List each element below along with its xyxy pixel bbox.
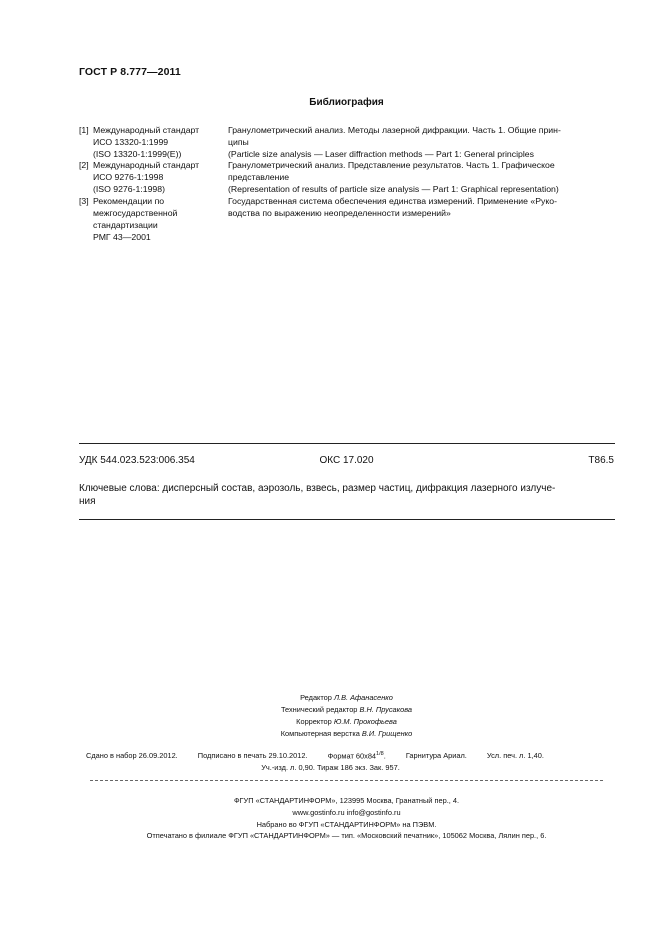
source-line: ИСО 9276-1:1998: [93, 171, 164, 182]
print-sheets: Усл. печ. л. 1,40.: [486, 751, 544, 761]
credit-role: Редактор: [300, 693, 332, 702]
credit-name: Ю.М. Прокофьева: [333, 717, 397, 726]
print-run-info: Уч.-изд. л. 0,90. Тираж 186 экз. Зак. 957.: [261, 763, 400, 772]
credit-role: Компьютерная верстка: [280, 729, 360, 738]
credit-editor: [0, 692, 661, 704]
format-text: Формат 60x84: [327, 751, 377, 761]
credit-role: Технический редактор: [280, 705, 358, 714]
source-line: ИСО 13320-1:1999: [93, 136, 169, 147]
print-submitted: Сдано в набор 26.09.2012.: [86, 751, 178, 761]
entry-description: [228, 125, 615, 161]
source-line: (ISO 9276-1:1998): [93, 183, 165, 194]
description-line: представление: [228, 171, 290, 182]
keywords-line: Ключевые слова: дисперсный состав, аэрозоль, взвесь, размер частиц, дифракция лазерного излуче-: [79, 483, 556, 494]
entry-source: [93, 125, 233, 161]
format-fraction: 1/8: [376, 751, 384, 757]
bibliography-entry-3: [79, 196, 615, 244]
publisher-address: ФГУП «СТАНДАРТИНФОРМ», 123995 Москва, Гранатный пер., 4.: [233, 796, 460, 805]
bibliography-entry-2: [79, 160, 615, 196]
source-line: Рекомендации по: [93, 196, 165, 206]
credit-name: В.И. Грищенко: [361, 729, 413, 738]
print-font: Гарнитура Ариал.: [405, 751, 467, 761]
description-line: ципы: [228, 136, 249, 147]
top-divider: [79, 443, 615, 444]
credit-tech-editor: [0, 704, 661, 716]
oks-code: ОКС 17.020: [319, 455, 374, 466]
entry-description: [228, 160, 615, 196]
publisher-web: www.gostinfo.ru info@gostinfo.ru: [292, 808, 401, 817]
source-line: Международный стандарт: [93, 160, 200, 170]
entry-description: [228, 196, 615, 220]
entry-number: [2]: [79, 160, 89, 170]
credit-role: Корректор: [296, 717, 332, 726]
description-line: Гранулометрический анализ. Представление результатов. Часть 1. Графическое: [228, 160, 555, 170]
document-code: ГОСТ Р 8.777—2011: [79, 66, 181, 78]
credit-layout: [0, 728, 661, 740]
entry-number: [3]: [79, 196, 89, 206]
typeset-info: Набрано во ФГУП «СТАНДАРТИНФОРМ» на ПЭВМ.: [256, 820, 437, 829]
description-line: (Representation of results of particle size analysis — Part 1: Graphical representation): [228, 183, 559, 194]
bibliography-title: Библиография: [309, 97, 384, 108]
bottom-divider: [79, 519, 615, 520]
dashed-divider: [90, 780, 603, 781]
bibliography-entry-1: [79, 125, 615, 161]
source-line: РМГ 43—2001: [93, 231, 151, 242]
description-line: (Particle size analysis — Laser diffraction methods — Part 1: General principles: [228, 148, 534, 159]
printing-info: Отпечатано в филиале ФГУП «СТАНДАРТИНФОРМ» — тип. «Московский печатник», 105062 Москва, Лялин пер., 6.: [146, 831, 547, 840]
source-line: межгосударственной: [93, 207, 178, 218]
print-signed: Подписано в печать 29.10.2012.: [197, 751, 308, 761]
description-line: водства по выражению неопределенности измерений»: [228, 207, 451, 218]
print-info: [86, 751, 544, 760]
entry-source: [93, 160, 233, 196]
keywords-line: ния: [79, 496, 96, 507]
entry-source: [93, 196, 233, 244]
classification-code: Т86.5: [588, 455, 614, 466]
print-format: Формат $60x84^{1/8}$.: [327, 751, 386, 761]
description-line: Гранулометрический анализ. Методы лазерной дифракции. Часть 1. Общие прин-: [228, 125, 561, 135]
source-line: стандартизации: [93, 219, 158, 230]
keywords: [79, 482, 615, 508]
credit-name: Л.В. Афанасенко: [333, 693, 393, 702]
credit-name: В.Н. Прусакова: [359, 705, 413, 714]
source-line: (ISO 13320-1:1999(E)): [93, 148, 182, 159]
entry-number: [1]: [79, 125, 89, 135]
description-line: Государственная система обеспечения единства измерений. Применение «Руко-: [228, 196, 557, 206]
source-line: Международный стандарт: [93, 125, 200, 135]
credit-proofreader: [0, 716, 661, 728]
udk-code: УДК 544.023.523:006.354: [79, 455, 195, 466]
